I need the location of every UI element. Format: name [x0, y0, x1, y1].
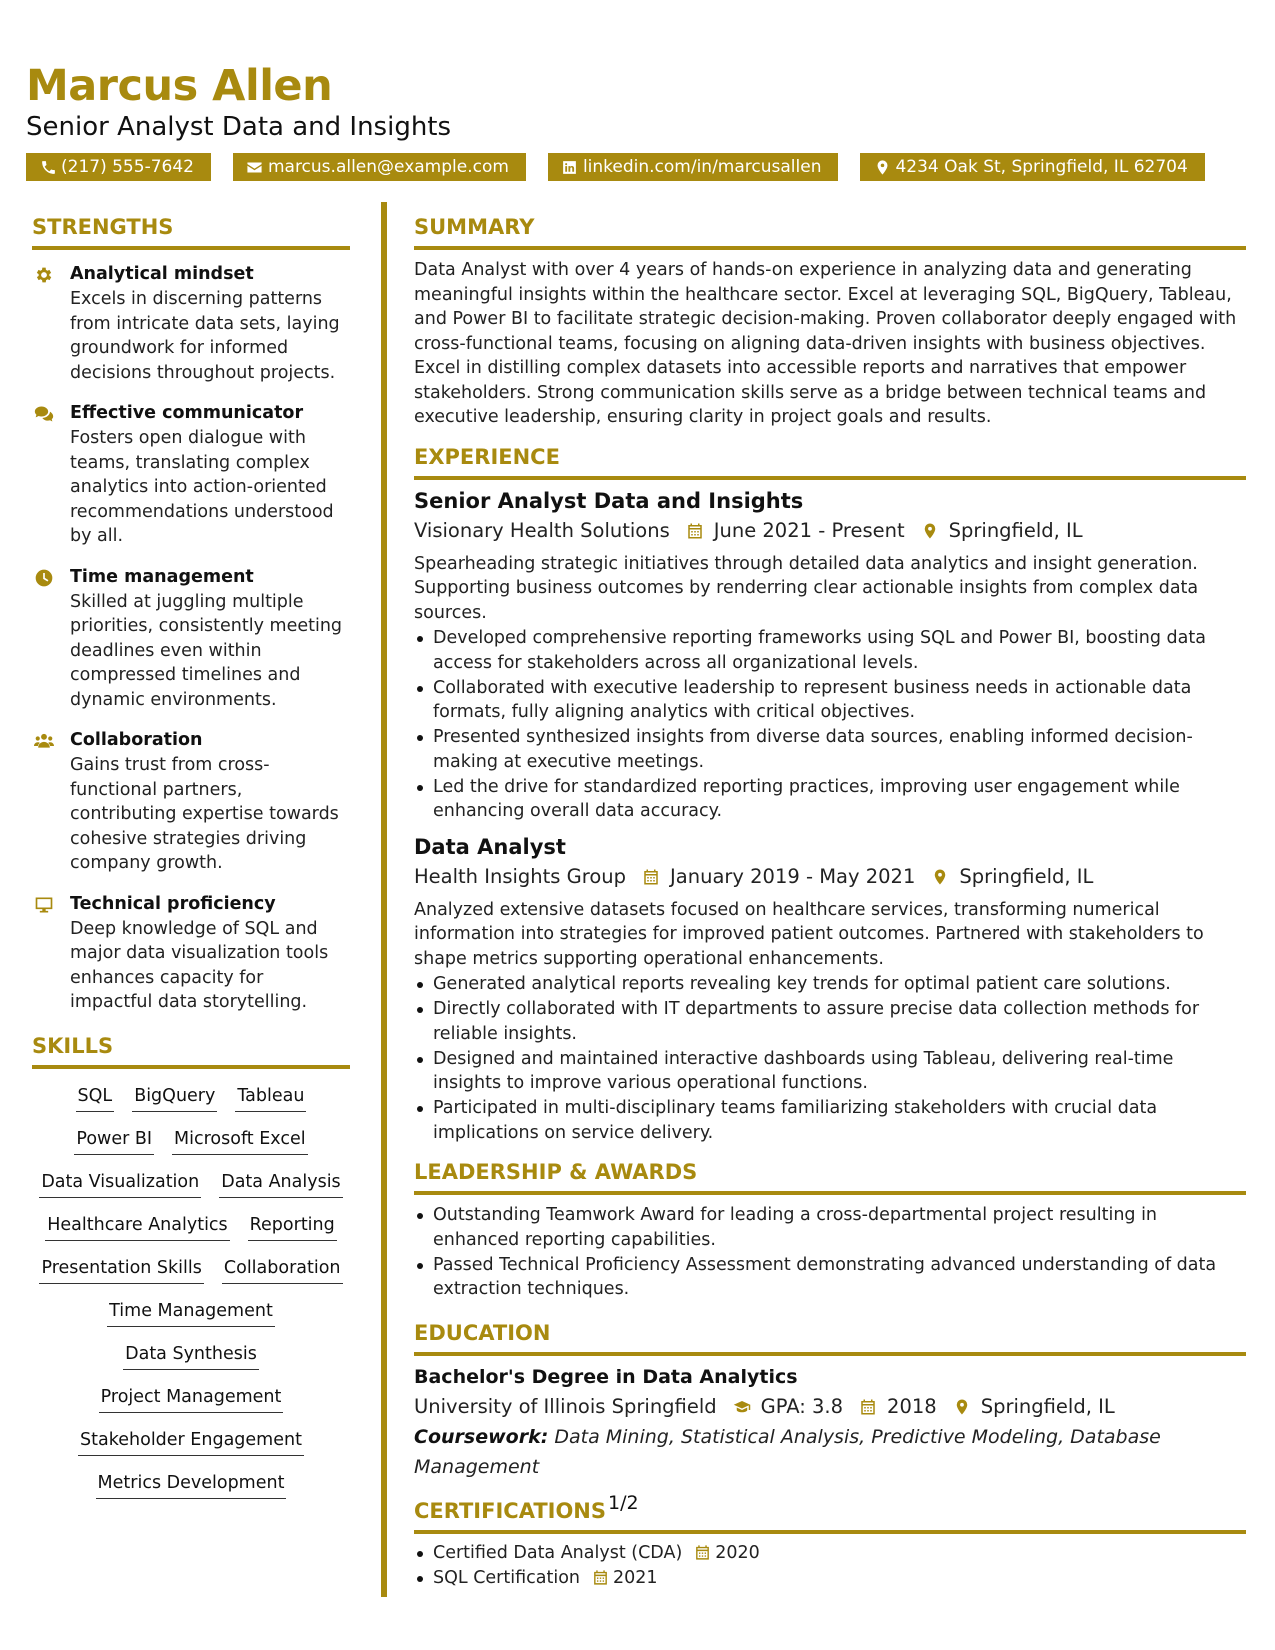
coursework-list: Data Mining, Statistical Analysis, Predictive Modeling, Database Management — [414, 1425, 1161, 1478]
certifications-list — [414, 1541, 1246, 1591]
right-column — [414, 212, 1246, 1591]
contact-address-text: 4234 Oak St, Springfield, IL 62704 — [895, 157, 1188, 177]
envelope-icon — [245, 157, 265, 177]
job-entry — [414, 486, 1246, 824]
clock-icon — [32, 565, 70, 713]
skill-tag: Microsoft Excel — [172, 1126, 308, 1155]
calendar-icon — [686, 522, 704, 540]
job-dates: June 2021 - Present — [713, 518, 905, 542]
skills-list — [32, 1083, 350, 1499]
list-item: Directly collaborated with IT departments to assure precise data collection methods for reliable insights. — [414, 997, 1246, 1046]
job-title: Senior Analyst Data and Insights — [414, 488, 804, 513]
gear-icon — [32, 262, 70, 385]
strength-title: Analytical mindset — [70, 264, 254, 284]
skill-tag: Reporting — [248, 1212, 337, 1241]
job-dates: January 2019 - May 2021 — [670, 864, 916, 888]
strength-item — [32, 565, 350, 713]
list-item — [414, 1541, 1246, 1566]
contact-email[interactable] — [233, 153, 526, 181]
job-bullets — [414, 972, 1246, 1145]
page-number: 1/2 — [608, 1492, 639, 1514]
left-column — [32, 212, 350, 1499]
skills-heading: SKILLS — [32, 1031, 350, 1069]
list-item: Designed and maintained interactive dashboards using Tableau, delivering real-time insights to improve various operational functions. — [414, 1047, 1246, 1096]
list-item: Participated in multi-disciplinary teams familiarizing stakeholders with crucial data implications on service delivery. — [414, 1096, 1246, 1145]
candidate-title: Senior Analyst Data and Insights — [26, 112, 452, 142]
job-location: Springfield, IL — [959, 864, 1094, 888]
column-divider — [381, 202, 387, 1597]
list-item: Passed Technical Proficiency Assessment demonstrating advanced understanding of data extraction techniques. — [414, 1253, 1246, 1302]
graduation-year: 2018 — [887, 1394, 937, 1418]
strength-desc: Fosters open dialogue with teams, translating complex analytics into action-oriented recommendations understood by all. — [70, 428, 334, 546]
contact-email-text: marcus.allen@example.com — [267, 157, 509, 177]
map-marker-icon — [931, 868, 949, 886]
contact-bar — [26, 153, 1249, 181]
strength-item — [32, 401, 350, 549]
job-meta — [414, 516, 1246, 546]
company-name: Visionary Health Solutions — [414, 518, 670, 542]
phone-icon — [38, 157, 58, 177]
contact-address — [860, 153, 1204, 181]
map-marker-icon — [921, 522, 939, 540]
skill-tag: Power BI — [74, 1126, 154, 1155]
cert-year: 2021 — [613, 1567, 658, 1588]
list-item: Generated analytical reports revealing key trends for optimal patient care solutions. — [414, 972, 1246, 997]
summary-text: Data Analyst with over 4 years of hands-on experience in analyzing data and generating meaningful insights within the healthcare sector. Excel at leveraging SQL, BigQuery, Tableau, and Power BI to facilitate strategic decision-making. Proven collaborator deeply engaged with cross-functional teams, focusing on aligning data-driven insights with business objectives. Excel in distilling complex datasets into accessible reports and narratives that empower stakeholders. Strong communication skills serve as a bridge between technical teams and executive leadership, ensuring clarity in project goals and results. — [414, 260, 1237, 427]
strength-title: Time management — [70, 566, 254, 587]
list-item: Collaborated with executive leadership to represent business needs in actionable data formats, fully aligning analytics with critical objectives. — [414, 676, 1246, 725]
contact-phone[interactable] — [26, 153, 211, 181]
school-name: University of Illinois Springfield — [414, 1394, 717, 1418]
summary-heading: SUMMARY — [414, 212, 1246, 250]
list-item: Developed comprehensive reporting frameworks using SQL and Power BI, boosting data access for stakeholders across all organizational levels. — [414, 626, 1246, 675]
skill-tag: Tableau — [235, 1083, 306, 1112]
skill-tag: Metrics Development — [96, 1470, 287, 1499]
education-meta — [414, 1392, 1246, 1422]
strength-item — [32, 728, 350, 876]
skill-tag: BigQuery — [132, 1083, 217, 1112]
job-description: Analyzed extensive datasets focused on healthcare services, transforming numerical information into strategies for improved patient outcomes. Partnered with stakeholders to shape metrics supporting operational enhancements. — [414, 899, 1204, 969]
strength-title: Collaboration — [70, 730, 203, 750]
job-title: Data Analyst — [414, 834, 566, 859]
candidate-name: Marcus Allen — [26, 61, 333, 111]
coursework — [414, 1422, 1246, 1482]
skill-tag: Data Visualization — [39, 1169, 201, 1198]
desktop-icon — [32, 892, 70, 1015]
skill-tag: Presentation Skills — [39, 1255, 203, 1284]
skill-tag: Project Management — [99, 1384, 284, 1413]
strength-item — [32, 262, 350, 385]
strength-desc: Excels in discerning patterns from intricate data sets, laying groundwork for informed decisions throughout projects. — [70, 289, 340, 383]
linkedin-icon — [560, 157, 580, 177]
comments-icon — [32, 401, 70, 549]
certifications-heading: CERTIFICATIONS — [414, 1496, 1246, 1534]
list-item: Presented synthesized insights from diverse data sources, enabling informed decision-making at executive meetings. — [414, 725, 1246, 774]
skill-tag: Collaboration — [222, 1255, 343, 1284]
job-meta — [414, 862, 1246, 892]
contact-linkedin[interactable] — [548, 153, 839, 181]
list-item: Led the drive for standardized reporting practices, improving user engagement while enhancing overall data accuracy. — [414, 775, 1246, 824]
list-item — [414, 1566, 1246, 1591]
calendar-icon — [694, 1544, 711, 1561]
strength-desc: Gains trust from cross-functional partners, contributing expertise towards cohesive strategies driving company growth. — [70, 755, 339, 873]
job-bullets — [414, 626, 1246, 824]
strength-item — [32, 892, 350, 1015]
skill-tag: Time Management — [107, 1298, 275, 1327]
skill-tag: SQL — [76, 1083, 115, 1112]
experience-heading: EXPERIENCE — [414, 442, 1246, 480]
gpa: GPA: 3.8 — [760, 1394, 844, 1418]
education-heading: EDUCATION — [414, 1318, 1246, 1356]
job-location: Springfield, IL — [948, 518, 1083, 542]
resume-header — [26, 60, 1249, 181]
map-marker-icon — [953, 1398, 971, 1416]
school-location: Springfield, IL — [980, 1394, 1115, 1418]
contact-phone-text: (217) 555-7642 — [61, 157, 194, 177]
strength-title: Technical proficiency — [70, 893, 276, 914]
leadership-list — [414, 1203, 1246, 1302]
coursework-label: Coursework: — [414, 1425, 549, 1448]
cert-year: 2020 — [715, 1542, 760, 1563]
strength-desc: Skilled at juggling multiple priorities, consistently meeting deadlines even within compressed timelines and dynamic environments. — [70, 591, 343, 710]
strengths-list — [32, 262, 350, 1015]
job-entry — [414, 832, 1246, 1146]
contact-linkedin-text: linkedin.com/in/marcusallen — [582, 157, 822, 177]
calendar-icon — [642, 868, 660, 886]
degree-title: Bachelor's Degree in Data Analytics — [414, 1365, 798, 1388]
strength-desc: Deep knowledge of SQL and major data visualization tools enhances capacity for impactful data storytelling. — [70, 918, 329, 1012]
leadership-heading: LEADERSHIP & AWARDS — [414, 1157, 1246, 1195]
list-item: Outstanding Teamwork Award for leading a cross-departmental project resulting in enhanced reporting capabilities. — [414, 1203, 1246, 1252]
education-entry — [414, 1362, 1246, 1482]
graduation-cap-icon — [733, 1398, 751, 1416]
calendar-icon — [859, 1398, 877, 1416]
skill-tag: Healthcare Analytics — [45, 1212, 229, 1241]
skill-tag: Data Synthesis — [123, 1341, 259, 1370]
skill-tag: Stakeholder Engagement — [78, 1427, 304, 1456]
job-description: Spearheading strategic initiatives through detailed data analytics and insight generation. Supporting business outcomes by renderring clear actionable insights from complex data sources. — [414, 553, 1199, 623]
skill-tag: Data Analysis — [219, 1169, 342, 1198]
company-name: Health Insights Group — [414, 864, 627, 888]
users-icon — [32, 728, 70, 876]
strengths-heading: STRENGTHS — [32, 212, 350, 250]
strength-title: Effective communicator — [70, 403, 304, 423]
calendar-icon — [592, 1569, 609, 1586]
map-marker-icon — [872, 157, 892, 177]
cert-name: SQL Certification — [433, 1567, 580, 1588]
cert-name: Certified Data Analyst (CDA) — [433, 1542, 683, 1563]
